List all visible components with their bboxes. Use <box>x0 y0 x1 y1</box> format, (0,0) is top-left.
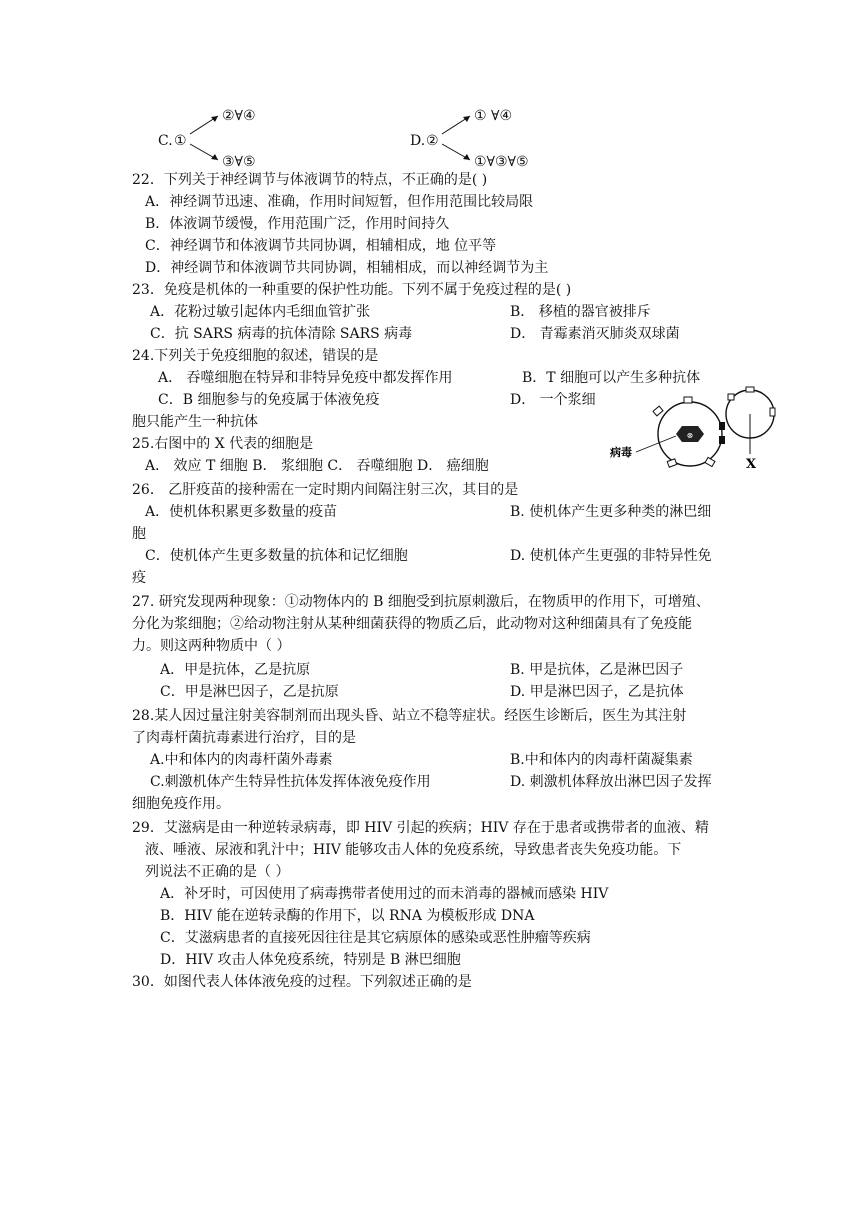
q29-option-d: D．HIV 攻击人体免疫系统，特别是 B 淋巴细胞 <box>160 952 461 968</box>
q29-option-c: C．艾滋病患者的直接死因往往是其它病原体的感染或恶性肿瘤等疾病 <box>160 930 591 946</box>
q28-option-c: C.刺激机体产生特异性抗体发挥体液免疫作用 <box>150 774 431 790</box>
q24-stem: 24.下列关于免疫细胞的叙述，错误的是 <box>132 348 379 364</box>
q28-line-2: 了肉毒杆菌抗毒素进行治疗，目的是 <box>132 730 356 746</box>
q25-options: A． 效应 T 细胞 B． 浆细胞 C． 吞噬细胞 D． 癌细胞 <box>145 458 489 474</box>
svg-text:⊗: ⊗ <box>686 431 694 440</box>
q27-option-d: D. 甲是淋巴因子，乙是抗体 <box>510 684 684 700</box>
q27-line-3: 力。则这两种物质中（ ） <box>132 638 291 654</box>
q29-option-a: A．补牙时，可因使用了病毒携带者使用过的而未消毒的器械而感染 HIV <box>160 886 609 902</box>
q30-stem: 30．如图代表人体体液免疫的过程。下列叙述正确的是 <box>132 974 472 990</box>
q29-option-b: B．HIV 能在逆转录酶的作用下，以 RNA 为模板形成 DNA <box>160 908 535 924</box>
start-circled-number: ① <box>174 133 187 149</box>
q28-option-d-continued: 细胞免疫作用。 <box>132 796 230 812</box>
q26-option-b: B. 使机体产生更多种类的淋巴细 <box>510 504 712 520</box>
q23-option-a: A．花粉过敏引起体内毛细血管扩张 <box>150 304 371 320</box>
q27-option-c: C．甲是淋巴因子，乙是抗原 <box>160 684 339 700</box>
q22-stem: 22．下列关于神经调节与体液调节的特点，不正确的是( ) <box>132 172 488 188</box>
q24-option-c: C．B 细胞参与的免疫属于体液免疫 <box>158 392 380 408</box>
q27-line-2: 分化为浆细胞；②给动物注射从某种细菌获得的物质乙后，此动物对这种细菌具有了免疫能 <box>132 616 692 632</box>
q22-option-c: C．神经调节和体液调节共同协调，相辅相成，地 位平等 <box>145 238 497 254</box>
q23-stem: 23．免疫是机体的一种重要的保护性功能。下列不属于免疫过程的是( ) <box>132 282 572 298</box>
q23-option-b: B． 移植的器官被排斥 <box>510 304 651 320</box>
q25-cell-diagram <box>610 386 790 476</box>
q24-option-a: A． 吞噬细胞在特异和非特异免疫中都发挥作用 <box>158 370 453 386</box>
q29-line-2: 液、唾液、尿液和乳汁中；HIV 能够攻击人体的免疫系统，导致患者丧失免疫功能。下 <box>145 842 682 858</box>
q22-option-b: B．体液调节缓慢，作用范围广泛，作用时间持久 <box>145 216 450 232</box>
q27-option-b: B. 甲是抗体，乙是淋巴因子 <box>510 662 684 678</box>
branch-top-text: ① ∀④ <box>474 108 513 124</box>
q28-option-b: B.中和体内的肉毒杆菌凝集素 <box>510 752 693 768</box>
q27-option-a: A．甲是抗体，乙是抗原 <box>160 662 311 678</box>
q26-option-a: A．使机体积累更多数量的疫苗 <box>145 504 338 520</box>
q28-line-1: 28.某人因过量注射美容制剂而出现头昏、站立不稳等症状。经医生诊断后，医生为其注射 <box>132 708 687 724</box>
branch-bottom-text: ①∀③∀⑤ <box>474 154 529 170</box>
q28-option-a: A.中和体内的肉毒杆菌外毒素 <box>150 752 333 768</box>
option-label: C. <box>158 133 173 149</box>
q28-option-d: D. 刺激机体释放出淋巴因子发挥 <box>510 774 712 790</box>
q27-line-1: 27. 研究发现两种现象：①动物体内的 B 细胞受到抗原刺激后，在物质甲的作用下，可增殖、 <box>132 594 710 610</box>
q29-line-1: 29．艾滋病是由一种逆转录病毒，即 HIV 引起的疾病；HIV 存在于患者或携带者的血液、精 <box>132 820 709 836</box>
q24-option-d: D． 一个浆细 <box>510 392 596 408</box>
x-cell-icon <box>726 387 775 454</box>
q26-stem: 26． 乙肝疫苗的接种需在一定时期内间隔注射三次，其目的是 <box>132 482 519 498</box>
q26-option-d: D. 使机体产生更强的非特异性免 <box>510 548 712 564</box>
q21-option-d-diagram <box>410 104 570 170</box>
q26-option-b-continued: 胞 <box>132 526 146 542</box>
q26-option-c: C．使机体产生更多数量的抗体和记忆细胞 <box>145 548 408 564</box>
virus-label: 病毒 <box>610 446 632 459</box>
q24-option-b: B．T 细胞可以产生多种抗体 <box>522 370 701 386</box>
q25-stem: 25.右图中的 X 代表的细胞是 <box>132 436 314 452</box>
q24-option-d-continued: 胞只能产生一种抗体 <box>132 414 258 430</box>
option-label: D. <box>410 133 426 149</box>
q21-option-c-diagram <box>158 104 278 170</box>
start-circled-number: ② <box>426 133 439 149</box>
q23-option-c: C．抗 SARS 病毒的抗体清除 SARS 病毒 <box>150 326 413 342</box>
q29-line-3: 列说法不正确的是（ ） <box>145 864 290 880</box>
q22-option-d: D．神经调节和体液调节共同协调，相辅相成，而以神经调节为主 <box>145 260 549 276</box>
target-cell-icon <box>653 397 722 467</box>
branch-top-text: ②∀④ <box>222 108 256 124</box>
q22-option-a: A．神经调节迅速、准确，作用时间短暂，但作用范围比较局限 <box>145 194 534 210</box>
x-cell-label: X <box>746 457 757 472</box>
branch-bottom-text: ③∀⑤ <box>222 154 256 170</box>
q23-option-d: D． 青霉素消灭肺炎双球菌 <box>510 326 680 342</box>
q26-option-d-continued: 疫 <box>132 570 146 586</box>
